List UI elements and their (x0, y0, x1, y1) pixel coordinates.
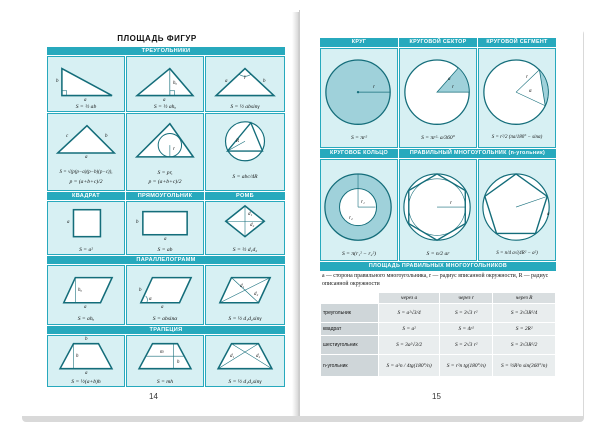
section-rhombus: РОМБ (205, 192, 285, 200)
header-polygon-note: (n-угольник) (508, 150, 546, 156)
label-R: R (236, 139, 240, 144)
label-a: a (161, 305, 164, 310)
formula-tri2: S = ½ ahₐ (153, 104, 177, 110)
label-b: b (136, 220, 139, 225)
polygon-area-table (320, 292, 556, 377)
label-a: a (85, 371, 88, 376)
label-a: a (225, 79, 228, 84)
formula-ring: S = π(r₁² − r₂²) (341, 251, 377, 257)
label-a: a (84, 98, 87, 103)
col-R: через R (493, 293, 556, 304)
label-gamma: γ (244, 75, 246, 80)
cell-triangle-sine (205, 56, 285, 112)
section-rectangle: ПРЯМОУГОЛЬНИК (126, 192, 204, 200)
label-r1: r₁ (361, 200, 365, 205)
label-alpha: α (529, 89, 532, 94)
cell-R: S = 3√3R²/2 (493, 336, 556, 355)
label-ha: hₐ (78, 288, 82, 293)
col-a: через a (379, 293, 440, 304)
definition-text: a — сторона правильного многоугольника, r — радиус вписанной окружности, R — радиус описанной окружности (322, 273, 549, 287)
sector-figure (400, 49, 476, 147)
label-d2: d₂ (250, 223, 255, 228)
cell-right-triangle (47, 56, 125, 112)
formula-circumscribed: S = abc/4R (232, 174, 258, 180)
formula-sector: S = πr²· a/360° (421, 135, 455, 141)
cell-R: S = ½R²n sin(360°/n) (493, 355, 556, 377)
col-r: через r (440, 293, 493, 304)
label-b: b (56, 79, 59, 84)
circle-figure (321, 49, 397, 147)
cell-rectangle (126, 201, 204, 255)
label-h: h (177, 360, 180, 365)
segment-figure (479, 49, 555, 147)
label-a: a (164, 237, 167, 242)
cell-segment (478, 48, 556, 148)
label-d2: d₂ (254, 292, 259, 297)
header-polygon-text: ПРАВИЛЬНЫЙ МНОГОУГОЛЬНИК (409, 150, 507, 156)
label-alpha: α (149, 297, 152, 302)
right-page (299, 10, 583, 416)
formula-polygon: S = n/2 ar (426, 251, 450, 257)
label-a: a (67, 220, 70, 225)
cell-par2 (126, 265, 204, 325)
cell-r: S = 3√3 r² (440, 304, 493, 323)
cell-r: S = 2√3 r² (440, 336, 493, 355)
label-m: m (160, 350, 164, 355)
cell-circumscribed (205, 113, 285, 191)
header-sector: КРУГОВОЙ СЕКТОР (399, 38, 477, 47)
label-b: b (263, 79, 266, 84)
header-polygon (399, 149, 556, 158)
formula-trap2: S = mh (156, 379, 174, 385)
formula-tri3: S = ½ absinγ (230, 104, 260, 110)
cell-r: S = r²n tg(180°/n) (440, 355, 493, 377)
cell-r: S = 4r² (440, 323, 493, 336)
label-r: r (450, 201, 452, 206)
label-h: h (76, 354, 79, 359)
cell-ring (320, 159, 398, 261)
label-ha: hₐ (173, 81, 177, 86)
cell-a: S = a² (379, 323, 440, 336)
section-parallelogram: ПАРАЛЛЕЛОГРАММ (47, 256, 285, 264)
page-number-left: 14 (149, 392, 158, 401)
pentagon-figure (479, 160, 555, 260)
label-r: r (452, 85, 454, 90)
table-row (321, 336, 556, 355)
label-d2: d₂ (256, 354, 261, 359)
label-a: a (84, 305, 87, 310)
formula-inscribed: S = pr, (157, 170, 173, 176)
cell-trap2 (126, 335, 204, 387)
table-row (321, 355, 556, 377)
cell-rhombus (205, 201, 285, 255)
formula-pentagon: S = n/4 a√(4R² − a²) (496, 251, 538, 256)
cell-a: S = a²n / 4tg(180°/n) (379, 355, 440, 377)
header-circle: КРУГ (320, 38, 398, 47)
formula-par1: S = ahₐ (77, 316, 95, 322)
formula-par3: S = ½ d₁d₂sinγ (228, 316, 262, 322)
row-name: шестиугольник (321, 336, 379, 355)
formula-rectangle: S = ab (157, 247, 173, 253)
cell-par3 (205, 265, 285, 325)
formula-rhombus: S = ½ d₁d₂ (232, 247, 258, 253)
formula-heron-p: p = (a+b+c)/2 (69, 179, 103, 185)
header-table: ПЛОЩАДЬ ПРАВИЛЬНЫХ МНОГОУГОЛЬНИКОВ (320, 262, 556, 271)
section-triangles: ТРЕУГОЛЬНИКИ (47, 47, 285, 55)
cell-par1 (47, 265, 125, 325)
cell-inscribed (126, 113, 204, 191)
label-r2: r₂ (349, 216, 353, 221)
label-a: a (85, 155, 88, 160)
cell-R: S = 3√3R²/4 (493, 304, 556, 323)
header-segment: КРУГОВОЙ СЕГМЕНТ (478, 38, 556, 47)
label-c: c (66, 134, 69, 139)
label-b: b (105, 134, 108, 139)
label-d1: d₁ (240, 284, 245, 289)
label-a: a (163, 98, 166, 103)
row-name: n-угольник (321, 355, 379, 377)
section-trapezoid: ТРАПЕЦИЯ (47, 326, 285, 334)
formula-square: S = a² (79, 247, 93, 253)
cell-circle (320, 48, 398, 148)
cell-trap1 (47, 335, 125, 387)
formula-inscribed-p: p = (a+b+c)/2 (148, 179, 182, 185)
formula-heron: S = √(p(p−a)(p−b)(p−c)), (59, 170, 113, 175)
cell-trap3 (205, 335, 285, 387)
table-row (321, 304, 556, 323)
ring-figure (321, 160, 397, 260)
label-d1: d₁ (230, 354, 235, 359)
label-r: r (173, 147, 175, 152)
formula-trap1: S = ½(a+b)h (71, 379, 101, 385)
label-d1: d₁ (248, 212, 253, 217)
row-name: треугольник (321, 304, 379, 323)
label-r: r (526, 75, 528, 80)
formula-tri1: S = ½ ab (75, 104, 97, 110)
label-b: b (85, 337, 88, 342)
cell-heron (47, 113, 125, 191)
hexagon-figure (400, 160, 476, 260)
col-empty (321, 293, 379, 304)
label-a: a (547, 212, 550, 217)
cell-a: S = 3a²√3/2 (379, 336, 440, 355)
triangle-sine-figure (206, 57, 284, 111)
left-page (16, 14, 298, 416)
page-number-right: 15 (432, 392, 441, 401)
cell-hexagon (399, 159, 477, 261)
cell-pentagon (478, 159, 556, 261)
cell-R: S = 2R² (493, 323, 556, 336)
formula-par2: S = absinα (152, 316, 178, 322)
label-b: b (139, 288, 142, 293)
row-name: квадрат (321, 323, 379, 336)
formula-trap3: S = ½ d₁d₂sinγ (228, 379, 262, 385)
formula-segment: S = r²/2 (πa/180° − sinα) (491, 135, 543, 140)
label-r: r (373, 85, 375, 90)
cell-sector (399, 48, 477, 148)
section-square: КВАДРАТ (47, 192, 125, 200)
label-a: a (448, 77, 451, 82)
cell-square (47, 201, 125, 255)
table-row (321, 323, 556, 336)
cell-a: S = a²√3/4 (379, 304, 440, 323)
cell-triangle-height (126, 56, 204, 112)
formula-circle: S = πr² (350, 135, 368, 141)
page-title: ПЛОЩАДЬ ФИГУР (117, 34, 197, 43)
header-ring: КРУГОВОЕ КОЛЬЦО (320, 149, 398, 158)
